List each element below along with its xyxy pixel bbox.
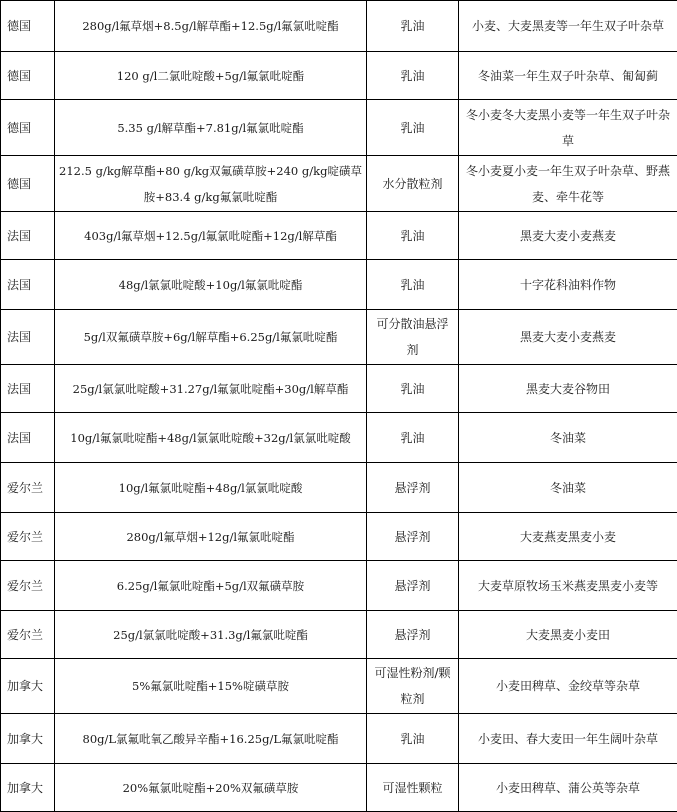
table-row [1,413,677,463]
table-row [1,561,677,611]
country-cell: 加拿大 [1,714,55,764]
formulation-cell: 乳油 [367,52,459,100]
formula-cell: 5.35 g/l解草酯+7.81g/l氟氯吡啶酯 [55,100,367,156]
formulation-cell: 乳油 [367,212,459,260]
country-cell: 爱尔兰 [1,611,55,659]
target-cell: 大麦草原牧场玉米燕麦黑麦小麦等 [459,561,677,611]
formulation-cell: 悬浮剂 [367,513,459,561]
table-row [1,156,677,212]
formula-cell: 10g/l氟氯吡啶酯+48g/l氯氯吡啶酸 [55,463,367,513]
country-cell: 德国 [1,52,55,100]
formulation-cell: 乳油 [367,1,459,52]
target-cell: 冬油菜 [459,463,677,513]
table-row [1,513,677,561]
target-cell: 十字花科油料作物 [459,260,677,310]
country-cell: 法国 [1,413,55,463]
target-cell: 黑麦大麦谷物田 [459,365,677,413]
formulation-cell: 乳油 [367,413,459,463]
table-row [1,310,677,365]
target-cell: 冬小麦夏小麦一年生双子叶杂草、野燕麦、牵牛花等 [459,156,677,212]
formula-cell: 10g/l氟氯吡啶酯+48g/l氯氯吡啶酸+32g/l氯氯吡啶酸 [55,413,367,463]
formulation-cell: 乳油 [367,100,459,156]
table-row [1,100,677,156]
country-cell: 德国 [1,1,55,52]
formulation-cell: 可湿性颗粒 [367,764,459,812]
country-cell: 法国 [1,365,55,413]
formulation-cell: 悬浮剂 [367,611,459,659]
formulation-cell: 水分散粒剂 [367,156,459,212]
table-row [1,260,677,310]
formula-cell: 80g/L氯氟吡氧乙酸异辛酯+16.25g/L氟氯吡啶酯 [55,714,367,764]
formula-cell: 5g/l双氟磺草胺+6g/l解草酯+6.25g/l氟氯吡啶酯 [55,310,367,365]
country-cell: 爱尔兰 [1,463,55,513]
country-cell: 法国 [1,212,55,260]
table-row [1,714,677,764]
country-cell: 爱尔兰 [1,561,55,611]
formulation-cell: 乳油 [367,365,459,413]
country-cell: 德国 [1,156,55,212]
formula-cell: 5%氟氯吡啶酯+15%啶磺草胺 [55,659,367,714]
formula-cell: 403g/l氟草烟+12.5g/l氟氯吡啶酯+12g/l解草酯 [55,212,367,260]
formula-cell: 20%氟氯吡啶酯+20%双氟磺草胺 [55,764,367,812]
table-row [1,463,677,513]
target-cell: 黑麦大麦小麦燕麦 [459,212,677,260]
table-row [1,611,677,659]
table-row [1,365,677,413]
target-cell: 大麦黑麦小麦田 [459,611,677,659]
formula-cell: 120 g/l二氯吡啶酸+5g/l氟氯吡啶酯 [55,52,367,100]
formula-cell: 280g/l氟草烟+8.5g/l解草酯+12.5g/l氟氯吡啶酯 [55,1,367,52]
target-cell: 小麦田、春大麦田一年生阔叶杂草 [459,714,677,764]
country-cell: 德国 [1,100,55,156]
table-row [1,659,677,714]
formula-cell: 25g/l氯氯吡啶酸+31.3g/l氟氯吡啶酯 [55,611,367,659]
target-cell: 冬油菜 [459,413,677,463]
formulation-cell: 乳油 [367,260,459,310]
target-cell: 冬小麦冬大麦黑小麦等一年生双子叶杂草 [459,100,677,156]
formulation-cell: 可分散油悬浮剂 [367,310,459,365]
target-cell: 大麦燕麦黑麦小麦 [459,513,677,561]
target-cell: 黑麦大麦小麦燕麦 [459,310,677,365]
country-cell: 加拿大 [1,764,55,812]
formulation-cell: 乳油 [367,714,459,764]
formula-cell: 6.25g/l氟氯吡啶酯+5g/l双氟磺草胺 [55,561,367,611]
target-cell: 小麦田稗草、金绞草等杂草 [459,659,677,714]
country-cell: 法国 [1,260,55,310]
table-row [1,1,677,52]
target-cell: 小麦田稗草、蒲公英等杂草 [459,764,677,812]
country-cell: 法国 [1,310,55,365]
target-cell: 冬油菜一年生双子叶杂草、匍匐蓟 [459,52,677,100]
table-row [1,52,677,100]
country-cell: 爱尔兰 [1,513,55,561]
formulation-cell: 悬浮剂 [367,463,459,513]
formulation-cell: 可湿性粉剂/颗粒剂 [367,659,459,714]
table-row [1,212,677,260]
formula-cell: 48g/l氯氯吡啶酸+10g/l氟氯吡啶酯 [55,260,367,310]
formulation-cell: 悬浮剂 [367,561,459,611]
formula-cell: 280g/l氟草烟+12g/l氟氯吡啶酯 [55,513,367,561]
country-cell: 加拿大 [1,659,55,714]
formula-cell: 212.5 g/kg解草酯+80 g/kg双氟磺草胺+240 g/kg啶磺草胺+83.4 g/kg氟氯吡啶酯 [55,156,367,212]
table-row [1,764,677,812]
target-cell: 小麦、大麦黑麦等一年生双子叶杂草 [459,1,677,52]
formula-cell: 25g/l氯氯吡啶酸+31.27g/l氟氯吡啶酯+30g/l解草酯 [55,365,367,413]
